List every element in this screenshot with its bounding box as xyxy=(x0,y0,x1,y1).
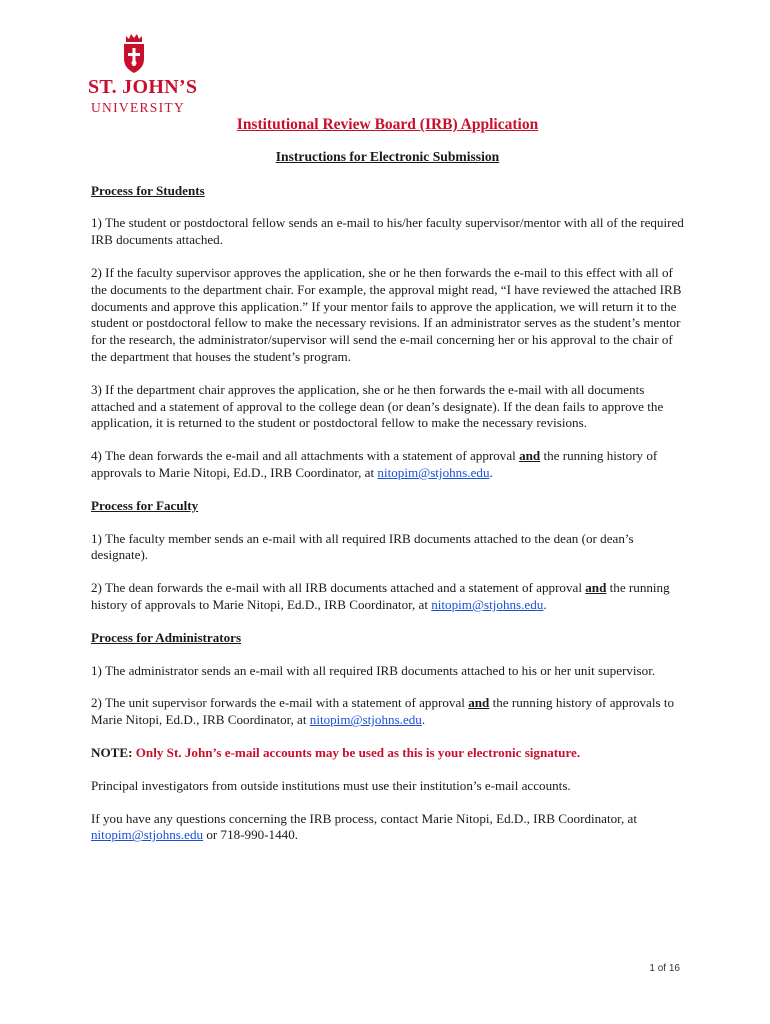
logo-subtitle: UNIVERSITY xyxy=(91,100,185,115)
period: . xyxy=(543,596,547,612)
coordinator-email-link[interactable]: nitopim@stjohns.edu xyxy=(309,712,422,728)
document-body xyxy=(91,117,684,860)
administrators-step-2-text: 2) The unit supervisor forwards the e-mail with a statement of approval xyxy=(91,695,469,711)
document-subtitle: Instructions for Electronic Submission xyxy=(275,148,500,164)
coordinator-email-link[interactable]: nitopim@stjohns.edu xyxy=(431,596,544,612)
logo-wordmark: ST. JOHN’S xyxy=(88,76,198,98)
administrators-heading: Process for Administrators xyxy=(91,629,242,645)
administrators-step-1: 1) The administrator sends an e-mail with all required IRB documents attached to his or her unit supervisor. xyxy=(91,662,656,678)
shield-crest-icon xyxy=(121,32,147,74)
students-step-4-text-cont: the running history of approvals to Marie Nitopi, Ed.D., IRB Coordinator, at xyxy=(91,448,658,480)
faculty-step-2-text: 2) The dean forwards the e-mail with all IRB documents attached and a statement of approval xyxy=(91,580,586,596)
coordinator-email-link[interactable]: nitopim@stjohns.edu xyxy=(91,827,204,843)
page-number: 1 of 16 xyxy=(649,963,680,974)
faculty-step-1: 1) The faculty member sends an e-mail with all required IRB documents attached to the dean (or dean’s designate). xyxy=(91,530,634,563)
note-paragraph xyxy=(91,745,684,762)
period: . xyxy=(489,464,493,480)
students-step-4-text: 4) The dean forwards the e-mail and all attachments with a statement of approval xyxy=(91,448,520,464)
administrators-step-2 xyxy=(91,695,684,729)
contact-text: If you have any questions concerning the IRB process, contact Marie Nitopi, Ed.D., IRB Coordinator, at xyxy=(91,810,638,826)
students-step-1: 1) The student or postdoctoral fellow sends an e-mail to his/her faculty supervisor/mentor with all of the required IRB documents attached. xyxy=(91,215,684,248)
outside-institutions-paragraph: Principal investigators from outside institutions must use their institution’s e-mail accounts. xyxy=(91,777,571,793)
students-step-2: 2) If the faculty supervisor approves the application, she or he then forwards the e-mail to this effect with all of the documents to the department chair. For example, the approval might read, “I have reviewed the attached IRB documents and approve this application.” If your mentor fails to approve the application, we will return it to the student or postdoctoral fellow to make the necessary revisions. If an administrator serves as the student’s mentor for the research, the administrator/supervisor will send the e-mail concerning her or his approval to the chair of the department that houses the student’s program. xyxy=(91,264,682,364)
coordinator-email-link[interactable]: nitopim@stjohns.edu xyxy=(377,464,490,480)
students-heading: Process for Students xyxy=(91,182,205,198)
note-label: NOTE: xyxy=(91,744,133,760)
faculty-heading: Process for Faculty xyxy=(91,497,199,513)
contact-phone-text: or 718-990-1440. xyxy=(203,827,299,843)
faculty-step-2-text-cont: the running history of approvals to Marie Nitopi, Ed.D., IRB Coordinator, at xyxy=(91,580,670,612)
contact-paragraph xyxy=(91,811,684,845)
students-step-3: 3) If the department chair approves the application, she or he then forwards the e-mail with all documents attached and a statement of approval to the college dean (or dean’s designate). If the dean fails to approve the application, it is returned to the student or postdoctoral fellow to make the necessary revisions. xyxy=(91,381,664,431)
period: . xyxy=(421,712,426,728)
emphasis-and: and xyxy=(585,580,607,596)
administrators-step-2-text-cont: the running history of approvals to Marie Nitopi, Ed.D., IRB Coordinator, at xyxy=(91,695,675,728)
emphasis-and: and xyxy=(519,448,541,464)
students-step-4 xyxy=(91,448,684,482)
faculty-step-2 xyxy=(91,580,684,614)
emphasis-and: and xyxy=(468,695,490,711)
note-text: Only St. John’s e-mail accounts may be used as this is your electronic signature. xyxy=(135,744,581,760)
document-title: Institutional Review Board (IRB) Application xyxy=(236,116,539,133)
